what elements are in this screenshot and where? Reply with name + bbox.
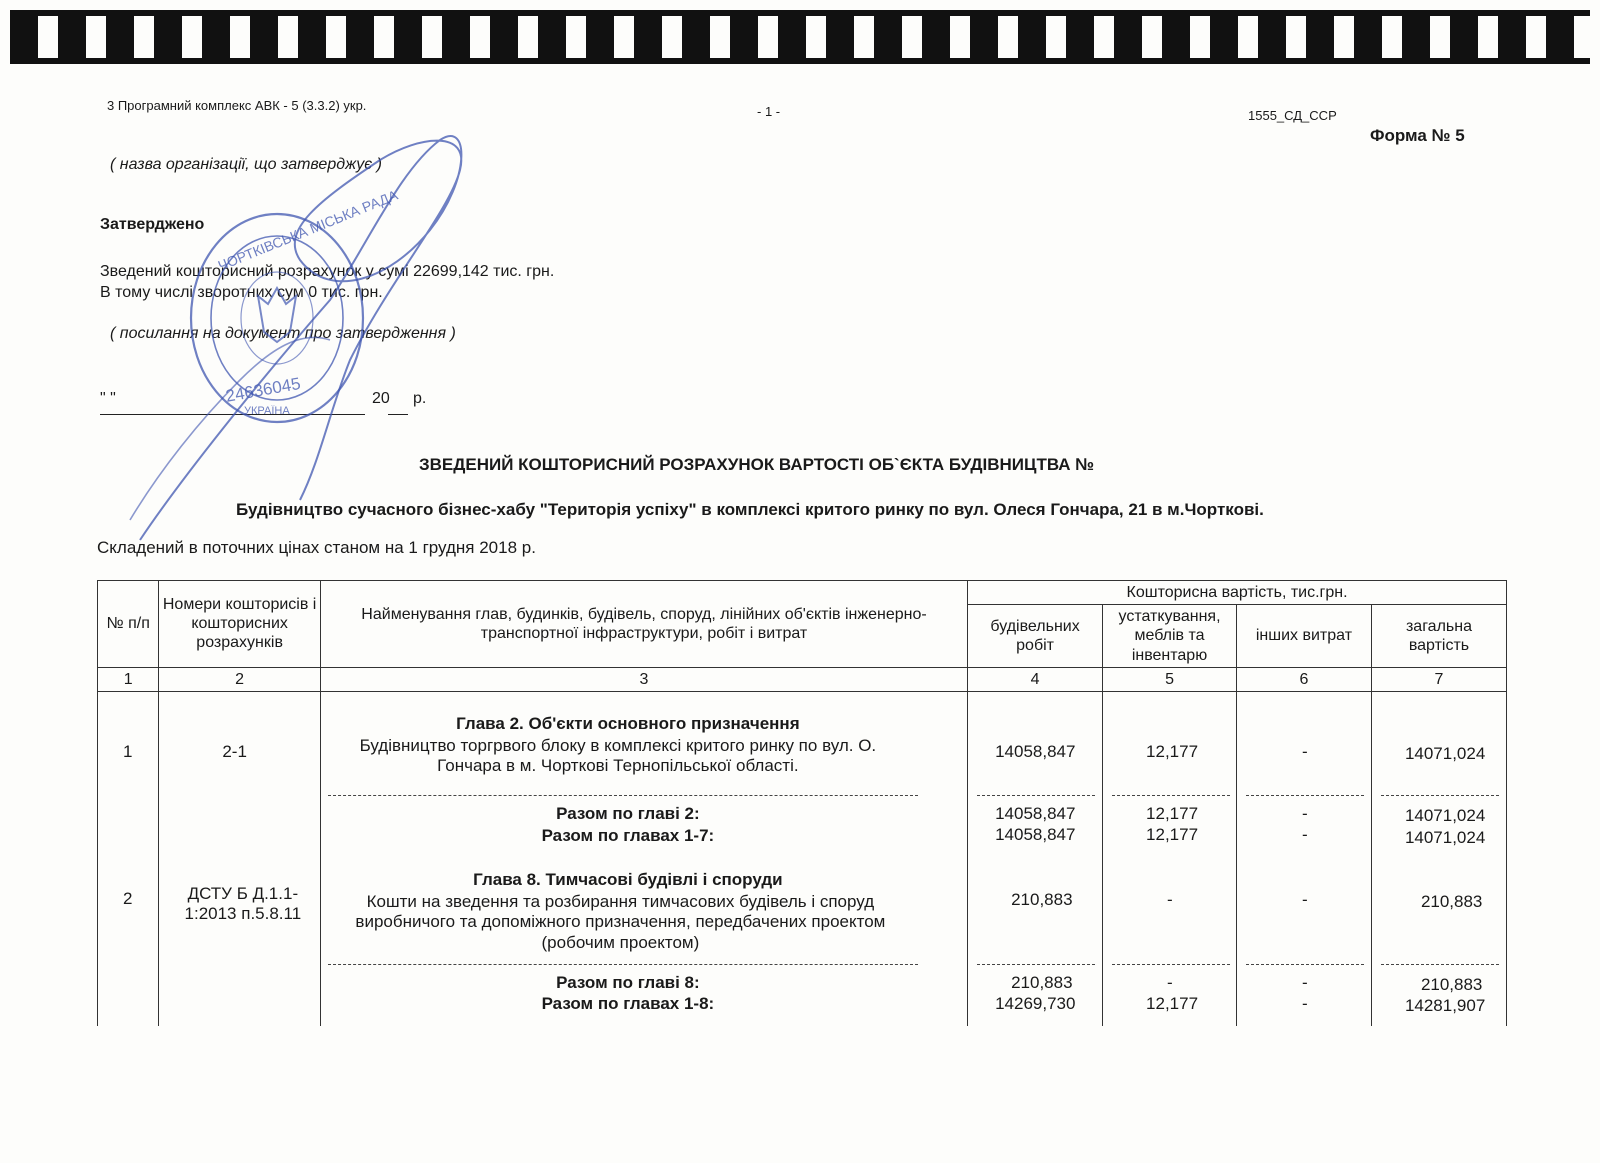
binding-hole: [1382, 16, 1402, 58]
chapters1-8-sum-label: Разом по главах 1-8:: [541, 993, 715, 1013]
binding-hole: [182, 16, 202, 58]
binding-hole: [1526, 16, 1546, 58]
divider: [1246, 795, 1364, 796]
chapters1-7-sum-label: Разом по главах 1-7:: [541, 825, 715, 845]
chapters1-7-other: -: [1301, 824, 1308, 844]
header-cost-group: Кошторисна вартість, тис.грн.: [968, 581, 1507, 605]
binding-hole: [518, 16, 538, 58]
header-other: інших витрат: [1236, 605, 1371, 668]
date-underline: [100, 414, 365, 415]
colnum-3: 3: [320, 667, 967, 691]
binding-hole: [1478, 16, 1498, 58]
software-label: 3 Програмний комплекс АВК - 5 (3.3.2) укр.: [107, 98, 367, 113]
row1-other: -: [1301, 741, 1308, 761]
header-num: № п/п: [98, 581, 159, 668]
binding-hole: [1238, 16, 1258, 58]
chapter8-equipment: -: [1167, 972, 1173, 992]
binding-hole: [422, 16, 442, 58]
chapters1-8-other: -: [1301, 993, 1308, 1013]
chapters1-8-total: 14281,907: [1404, 995, 1486, 1015]
row1-equipment: 12,177: [1146, 741, 1199, 761]
binding-hole: [1190, 16, 1210, 58]
divider: [1246, 964, 1364, 965]
binding-hole: [1142, 16, 1162, 58]
binding-hole: [854, 16, 874, 58]
row2-construction: 210,883: [1011, 889, 1073, 909]
row2-number: 2: [123, 888, 133, 908]
chapters1-7-equipment: 12,177: [1146, 824, 1199, 844]
colnum-1: 1: [98, 667, 159, 691]
divider: [328, 964, 918, 965]
row2-description: Кошти на зведення та розбирання тимчасових будівель і споруд виробничого та допоміжного призначення, передбачених проектом (робочим проектом): [355, 891, 886, 952]
divider: [1112, 795, 1230, 796]
form-number: Форма № 5: [1370, 126, 1465, 145]
colnum-5: 5: [1103, 667, 1237, 691]
binding-hole: [662, 16, 682, 58]
page-number: - 1 -: [757, 104, 781, 119]
chapter2-other: -: [1301, 803, 1308, 823]
approved-label: Затверджено: [100, 216, 205, 233]
binding-hole: [1574, 16, 1594, 58]
chapter2-title: Глава 2. Об'єкти основного призначення: [456, 713, 800, 733]
prices-note: Складений в поточних цінах станом на 1 грудня 2018 р.: [97, 538, 536, 557]
header-names: Найменування глав, будинків, будівель, споруд, лінійних об'єктів інженерно-транспортної інфраструктури, робіт і витрат: [320, 581, 967, 668]
binding-hole: [374, 16, 394, 58]
divider: [1112, 964, 1230, 965]
divider: [977, 795, 1095, 796]
date-quotes: " ": [100, 390, 116, 407]
year-suffix: р.: [413, 390, 427, 407]
binding-hole: [710, 16, 730, 58]
binding-hole: [614, 16, 634, 58]
header-codes: Номери кошторисів і кошторисних розрахунків: [159, 581, 321, 668]
binding-strip: [10, 10, 1590, 64]
row2-total: 210,883: [1420, 891, 1483, 911]
header-total: загальна вартість: [1371, 605, 1506, 668]
total-sum-line: Зведений кошторисний розрахунок у сумі 22699,142 тис. грн.: [100, 263, 555, 280]
chapter8-construction: 210,883: [1011, 972, 1073, 992]
document-title: ЗВЕДЕНИЙ КОШТОРИСНИЙ РОЗРАХУНОК ВАРТОСТІ ОБ`ЄКТА БУДІВНИЦТВА №: [419, 455, 1095, 474]
chapters1-7-construction: 14058,847: [995, 824, 1076, 844]
chapter8-other: -: [1301, 972, 1308, 992]
binding-hole: [758, 16, 778, 58]
divider: [1381, 795, 1499, 796]
row2-code: ДСТУ Б Д.1.1-1:2013 п.5.8.11: [184, 883, 302, 924]
chapter8-sum-label: Разом по главі 8:: [556, 972, 700, 992]
org-placeholder: ( назва організації, що затверджує ): [110, 156, 382, 173]
chapters1-8-construction: 14269,730: [995, 993, 1076, 1013]
binding-hole: [326, 16, 346, 58]
divider: [977, 964, 1095, 965]
binding-hole: [1286, 16, 1306, 58]
chapter8-total: 210,883: [1420, 974, 1483, 994]
year-underline: [388, 414, 408, 415]
row1-number: 1: [123, 741, 133, 761]
colnum-6: 6: [1236, 667, 1371, 691]
binding-hole: [1334, 16, 1354, 58]
header-construction: будівельних робіт: [968, 605, 1103, 668]
chapter8-title: Глава 8. Тимчасові будівлі і споруди: [473, 869, 783, 889]
doc-code: 1555_СД_ССР: [1248, 108, 1337, 123]
binding-hole: [1046, 16, 1066, 58]
binding-hole: [806, 16, 826, 58]
estimate-table: [97, 580, 1507, 1026]
row1-construction: 14058,847: [995, 741, 1076, 761]
returns-sum-line: В тому числі зворотних сум 0 тис. грн.: [100, 284, 383, 301]
row1-total: 14071,024: [1404, 743, 1486, 763]
row2-equipment: -: [1167, 889, 1173, 909]
divider: [328, 795, 918, 796]
header-equipment: устаткування, меблів та інвентарю: [1103, 605, 1237, 668]
binding-hole: [1430, 16, 1450, 58]
chapter2-equipment: 12,177: [1146, 803, 1199, 823]
binding-hole: [470, 16, 490, 58]
binding-hole: [38, 16, 58, 58]
year-prefix: 20: [372, 390, 390, 407]
row1-description: Будівництво торгрвого блоку в комплексі критого ринку по вул. О. Гончара в м. Чорткові Тернопільської області.: [359, 735, 877, 776]
colnum-2: 2: [159, 667, 321, 691]
binding-hole: [86, 16, 106, 58]
seal-country: УКРАЇНА: [244, 405, 290, 417]
binding-hole: [1094, 16, 1114, 58]
row1-code: 2-1: [222, 741, 247, 761]
binding-hole: [230, 16, 250, 58]
chapter2-construction: 14058,847: [995, 803, 1076, 823]
divider: [1381, 964, 1499, 965]
doc-reference: ( посилання на документ про затвердження ): [110, 325, 456, 342]
chapters1-8-equipment: 12,177: [1146, 993, 1199, 1013]
chapter2-total: 14071,024: [1404, 805, 1486, 825]
binding-hole: [998, 16, 1018, 58]
chapters1-7-total: 14071,024: [1404, 827, 1486, 847]
binding-hole: [134, 16, 154, 58]
binding-hole: [278, 16, 298, 58]
colnum-7: 7: [1371, 667, 1506, 691]
colnum-4: 4: [968, 667, 1103, 691]
project-subtitle: Будівництво сучасного бізнес-хабу "Територія успіху" в комплексі критого ринку по вул. Олеся Гончара, 21 в м.Чорткові.: [236, 500, 1264, 519]
row2-other: -: [1301, 889, 1308, 909]
chapter2-sum-label: Разом по главі 2:: [556, 803, 700, 823]
seal-text: ЧОРТКІВСЬКА МІСЬКА РАДА: [215, 186, 400, 274]
binding-hole: [566, 16, 586, 58]
seal-code: 24636045: [224, 373, 302, 406]
binding-hole: [950, 16, 970, 58]
binding-hole: [902, 16, 922, 58]
